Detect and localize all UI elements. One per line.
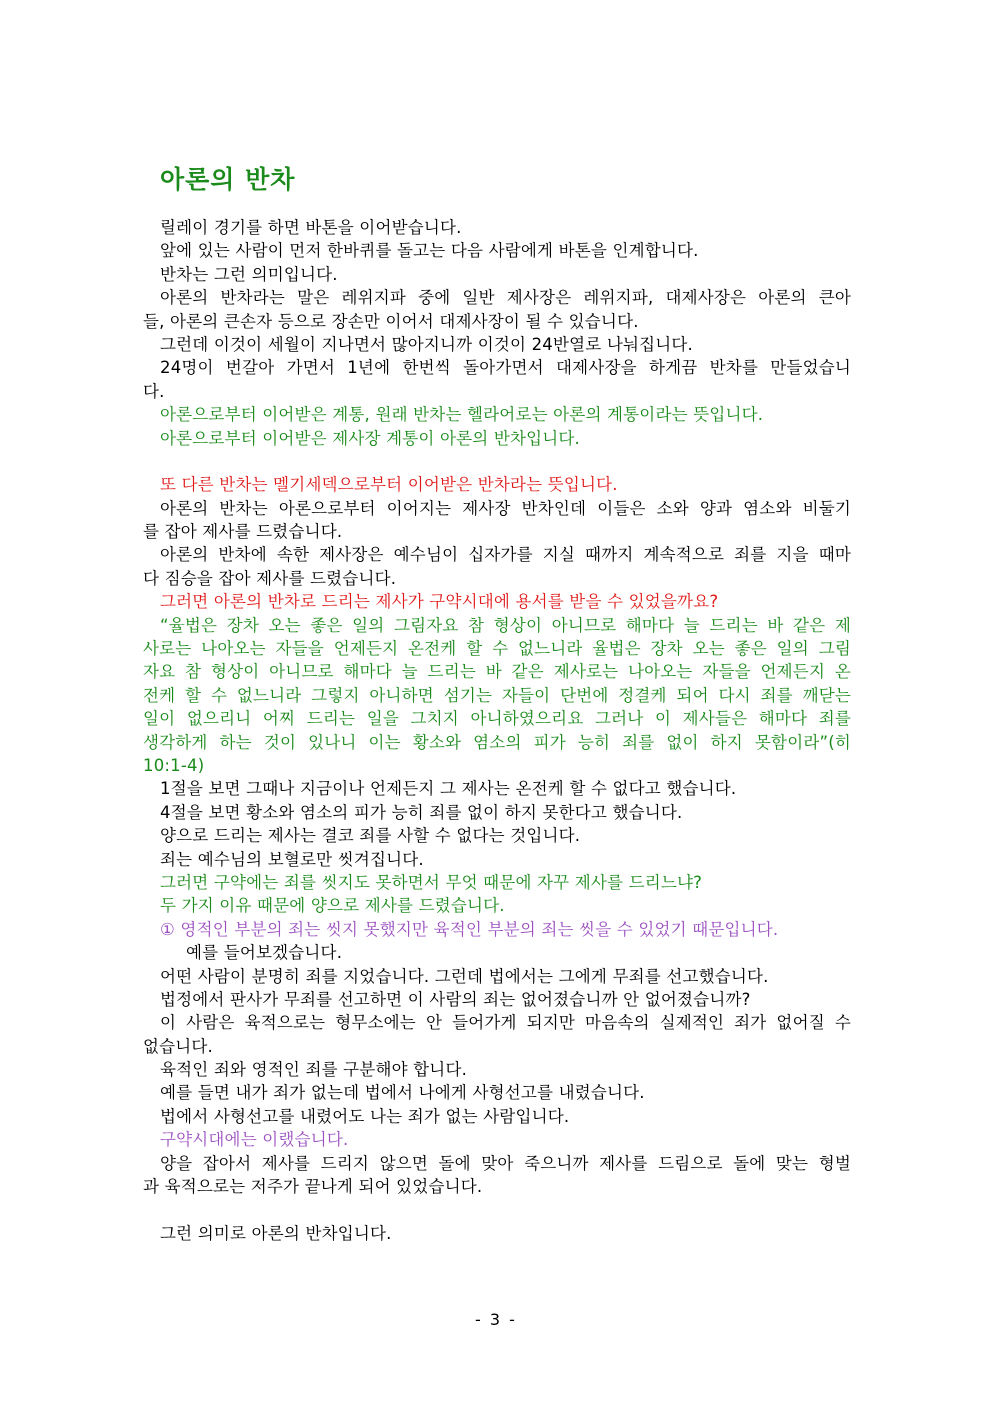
text-line: 전케 할 수 없느니라 그렇지 아니하면 섬기는 자들이 단번에 정결케 되어 다시 죄를 깨닫는 — [143, 685, 851, 705]
text-line: 그런데 이것이 세월이 지나면서 많아지니까 이것이 24반열로 나눠집니다. — [160, 334, 693, 354]
page-title: 아론의 반차 — [160, 165, 296, 194]
text-line: 앞에 있는 사람이 먼저 한바퀴를 돌고는 다음 사람에게 바톤을 인계합니다. — [160, 241, 699, 261]
text-line: 법에서 사형선고를 내렸어도 나는 죄가 없는 사람입니다. — [160, 1106, 570, 1126]
text-line: 를 잡아 제사를 드렸습니다. — [143, 522, 343, 542]
text-line: 아론으로부터 이어받은 제사장 계통이 아론의 반차입니다. — [160, 428, 581, 448]
text-line: ① 영적인 부분의 죄는 씻지 못했지만 육적인 부분의 죄는 씻을 수 있었기 때문입니다. — [160, 919, 779, 939]
text-line: 구약시대에는 이랬습니다. — [160, 1130, 349, 1150]
text-line: 두 가지 이유 때문에 양으로 제사를 드렸습니다. — [160, 896, 505, 916]
text-line: 릴레이 경기를 하면 바톤을 이어받습니다. — [160, 218, 462, 237]
text-line: 죄는 예수님의 보혈로만 씻겨집니다. — [160, 849, 424, 869]
text-line: 양을 잡아서 제사를 드리지 않으면 돌에 맞아 죽으니까 제사를 드림으로 돌에 맞는 형벌 — [160, 1153, 851, 1173]
text-line: “율법은 장차 오는 좋은 일의 그림자요 참 형상이 아니므로 해마다 늘 드리는 바 같은 제 — [160, 615, 851, 635]
text-line: 이 사람은 육적으로는 형무소에는 안 들어가게 되지만 마음속의 실제적인 죄가 없어질 수 — [160, 1013, 851, 1033]
text-line: 그러면 아론의 반차로 드리는 제사가 구약시대에 용서를 받을 수 있었을까요? — [160, 592, 719, 612]
text-line: 양으로 드리는 제사는 결코 죄를 사할 수 없다는 것입니다. — [160, 826, 581, 846]
text-line: 예를 들면 내가 죄가 없는데 법에서 나에게 사형선고를 내렸습니다. — [160, 1083, 645, 1103]
text-line: 아론으로부터 이어받은 계통, 원래 반차는 헬라어로는 아론의 계통이라는 뜻입니다. — [160, 405, 764, 425]
blank-line — [143, 1198, 851, 1221]
text-line: 그러면 구약에는 죄를 씻지도 못하면서 무엇 때문에 자꾸 제사를 드리느냐? — [160, 872, 703, 892]
text-line: 과 육적으로는 저주가 끝나게 되어 있었습니다. — [143, 1177, 483, 1197]
text-line: 4절을 보면 황소와 염소의 피가 능히 죄를 없이 하지 못한다고 했습니다. — [160, 802, 683, 822]
text-line: 없습니다. — [143, 1036, 214, 1056]
document-body — [143, 216, 851, 1245]
text-line: 그런 의미로 아론의 반차입니다. — [160, 1223, 392, 1243]
blank-line — [143, 450, 851, 473]
text-line: 예를 들어보겠습니다. — [186, 943, 343, 963]
text-line: 또 다른 반차는 멜기세덱으로부터 이어받은 반차라는 뜻입니다. — [160, 475, 618, 495]
text-line: 자요 참 형상이 아니므로 해마다 늘 드리는 바 같은 제사로는 나아오는 자들을 언제든지 온 — [143, 662, 851, 682]
text-line: 생각하게 하는 것이 있나니 이는 황소와 염소의 피가 능히 죄를 없이 하지 못함이라”(히 — [143, 732, 851, 752]
text-line: 반차는 그런 의미입니다. — [160, 264, 338, 284]
text-line: 어떤 사람이 분명히 죄를 지었습니다. 그런데 법에서는 그에게 무죄를 선고했습니다. — [160, 966, 769, 986]
text-line: 다 짐승을 잡아 제사를 드렸습니다. — [143, 568, 397, 588]
text-line: 다. — [143, 381, 165, 401]
page-number: - 3 - — [475, 1310, 517, 1329]
text-line: 아론의 반차는 아론으로부터 이어지는 제사장 반차인데 이들은 소와 양과 염소와 비둘기 — [160, 498, 851, 518]
text-line: 24명이 번갈아 가면서 1년에 한번씩 돌아가면서 대제사장을 하게끔 반차를 만들었습니 — [160, 358, 851, 378]
text-line: 육적인 죄와 영적인 죄를 구분해야 합니다. — [160, 1060, 468, 1080]
text-line: 아론의 반차에 속한 제사장은 예수님이 십자가를 지실 때까지 계속적으로 죄를 지을 때마 — [160, 545, 851, 565]
text-line: 들, 아론의 큰손자 등으로 장손만 이어서 대제사장이 될 수 있습니다. — [143, 311, 639, 331]
text-line: 10:1-4) — [143, 755, 205, 775]
text-line: 법정에서 판사가 무죄를 선고하면 이 사람의 죄는 없어졌습니까 안 없어졌습니까? — [160, 989, 751, 1009]
text-line: 1절을 보면 그때나 지금이나 언제든지 그 제사는 온전케 할 수 없다고 했습니다. — [160, 779, 737, 799]
text-line: 사로는 나아오는 자들을 언제든지 온전케 할 수 없느니라 율법은 장차 오는 좋은 일의 그림 — [143, 639, 851, 659]
text-line: 일이 없으리니 어찌 드리는 일을 그치지 아니하였으리요 그러나 이 제사들은 해마다 죄를 — [143, 709, 851, 729]
text-line: 아론의 반차라는 말은 레위지파 중에 일반 제사장은 레위지파, 대제사장은 아론의 큰아 — [160, 288, 851, 308]
